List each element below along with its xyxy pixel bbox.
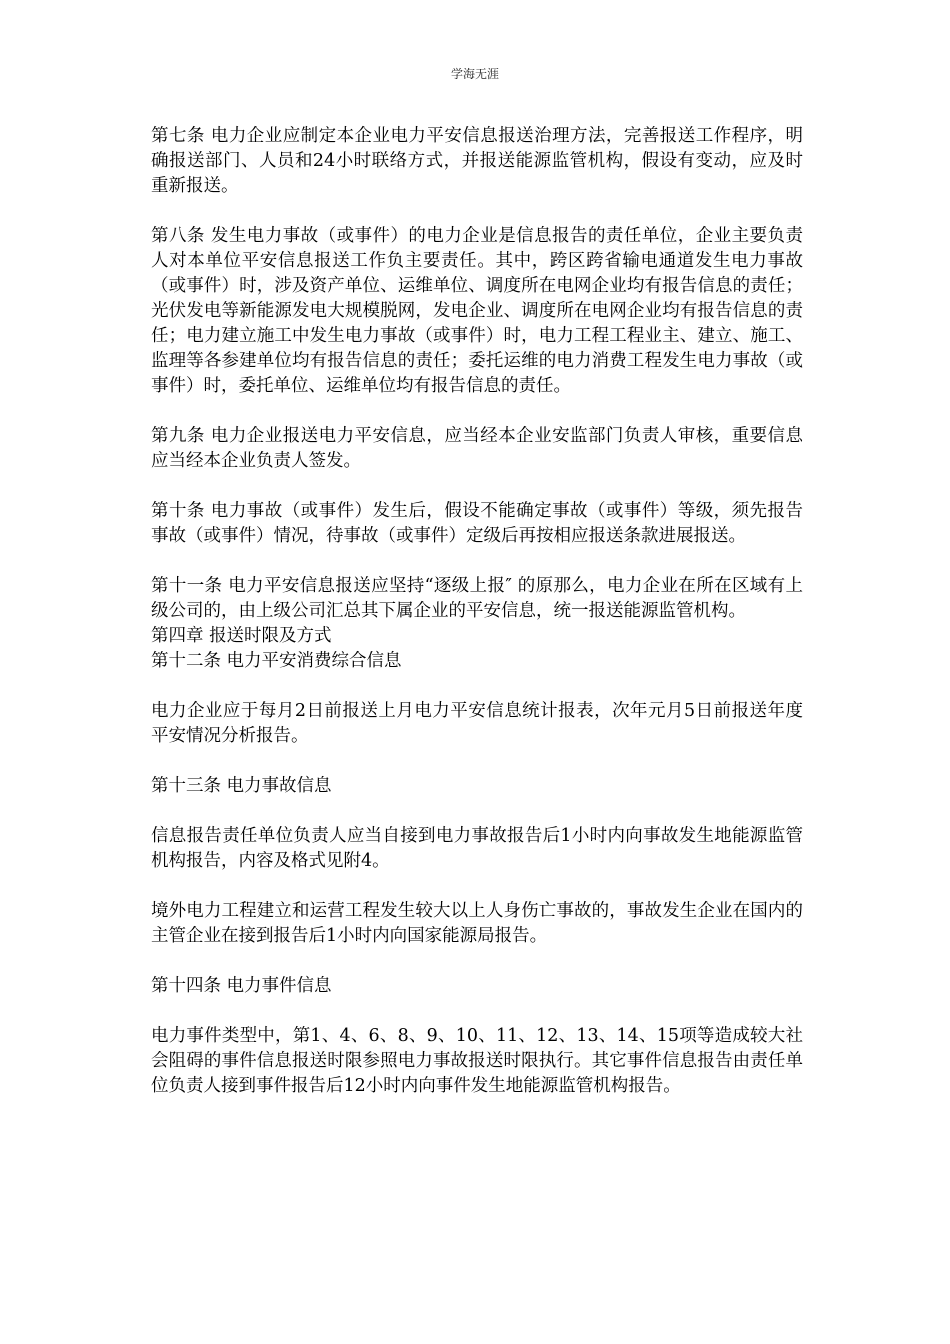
article-14-heading: 第十四条 电力事件信息	[151, 976, 332, 996]
article-12-body: 电力企业应于每月2日前报送上月电力平安信息统计报表，次年元月5日前报送年度平安情况分析报告。	[151, 701, 803, 746]
article-10-paragraph: 第十条 电力事故（或事件）发生后，假设不能确定事故（或事件）等级，须先报告事故（或事件）情况，待事故（或事件）定级后再按相应报送条款进展报送。	[151, 501, 803, 546]
article-9-paragraph: 第九条 电力企业报送电力平安信息，应当经本企业安监部门负责人审核，重要信息应当经本企业负责人签发。	[151, 426, 803, 471]
page-header: 学海无涯	[450, 67, 499, 81]
article-8-paragraph: 第八条 发生电力事故（或事件）的电力企业是信息报告的责任单位，企业主要负责人对本单位平安信息报送工作负主要责任。其中，跨区跨省输电通道发生电力事故（或事件）时，涉及资产单位、运维单位、调度所在电网企业均有报告信息的责任；光伏发电等新能源发电大规模脱网，发电企业、调度所在电网企业均有报告信息的责任；电力建立施工中发生电力事故（或事件）时，电力工程工程业主、建立、施工、监理等各参建单位均有报告信息的责任；委托运维的电力消费工程发生电力事故（或事件）时，委托单位、运维单位均有报告信息的责任。	[151, 226, 803, 396]
article-11-paragraph: 第十一条 电力平安信息报送应坚持“逐级上报″ 的原那么，电力企业在所在区域有上级公司的，由上级公司汇总其下属企业的平安信息，统一报送能源监管机构。	[151, 576, 803, 621]
article-13-body: 信息报告责任单位负责人应当自接到电力事故报告后1小时内向事故发生地能源监管机构报告，内容及格式见附4。	[151, 826, 803, 871]
article-7-paragraph: 第七条 电力企业应制定本企业电力平安信息报送治理方法，完善报送工作程序，明确报送部门、人员和24小时联络方式，并报送能源监管机构，假设有变动，应及时重新报送。	[151, 126, 803, 196]
article-14-body: 电力事件类型中，第1、4、6、8、9、10、11、12、13、14、15项等造成较大社会阻碍的事件信息报送时限参照电力事故报送时限执行。其它事件信息报告由责任单位负责人接到事件报告后12小时内向事件发生地能源监管机构报告。	[151, 1026, 803, 1096]
article-12-heading: 第十二条 电力平安消费综合信息	[151, 651, 402, 671]
document-body	[151, 124, 803, 1124]
chapter-4-heading: 第四章 报送时限及方式	[151, 626, 332, 646]
article-13-overseas-paragraph: 境外电力工程建立和运营工程发生较大以上人身伤亡事故的，事故发生企业在国内的主管企业在接到报告后1小时内向国家能源局报告。	[151, 901, 803, 946]
article-13-heading: 第十三条 电力事故信息	[151, 776, 332, 796]
